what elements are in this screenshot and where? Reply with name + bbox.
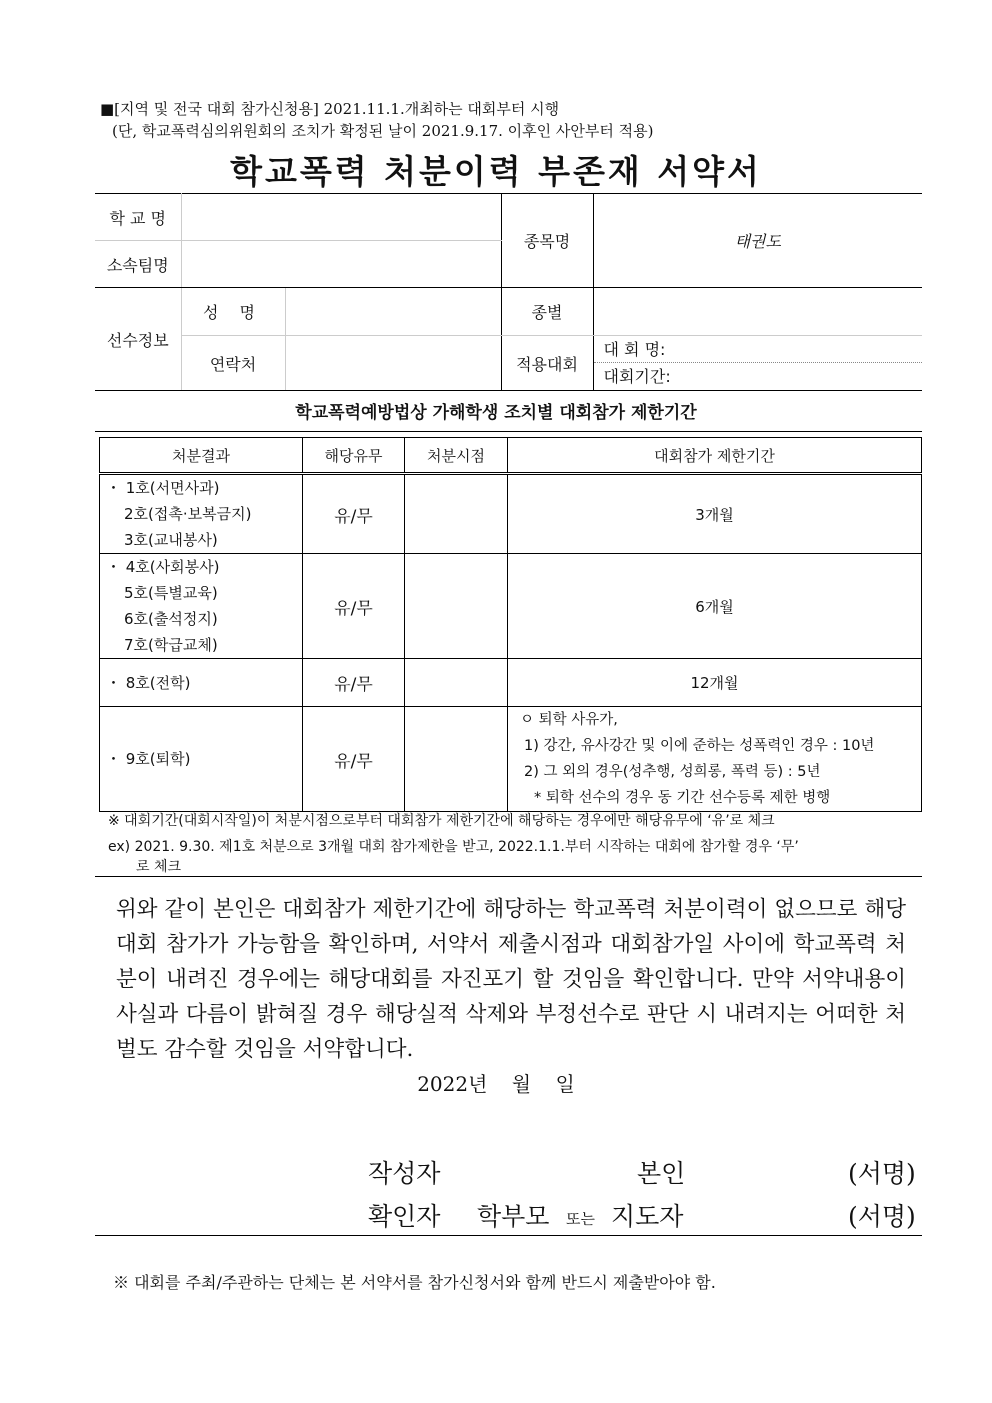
confirmer-signature[interactable]: (서명) <box>848 1202 916 1231</box>
confirmer-label: 확인자 <box>368 1202 441 1231</box>
table-row <box>100 707 922 812</box>
measure-item: ・ 4호(사회봉사) <box>106 558 220 576</box>
event-label: 종별 <box>501 288 593 336</box>
period-cell: 6개월 <box>508 554 922 659</box>
info-table <box>95 193 922 391</box>
period-cell: 3개월 <box>508 474 922 554</box>
header-time: 처분시점 <box>405 438 508 474</box>
applicable-cell[interactable]: 유/무 <box>303 707 405 812</box>
table-note: ※ 대회기간(대회시작일)이 처분시점으로부터 대회참가 제한기간에 해당하는 경우에만 해당유무에 ‘유’로 체크 <box>108 813 775 829</box>
name-field[interactable] <box>285 288 501 336</box>
time-cell[interactable] <box>405 659 508 707</box>
restriction-table <box>99 437 922 812</box>
measure-item: 3호(교내봉사) <box>124 531 218 549</box>
measure-cell <box>100 554 303 659</box>
measure-item: ・ 8호(전학) <box>106 673 191 692</box>
competition-name-label: 대 회 명: <box>603 340 666 359</box>
sport-label: 종목명 <box>501 194 593 288</box>
pledge-date: 2022년 월 일 <box>417 1072 575 1096</box>
competition-period-field[interactable] <box>594 363 923 390</box>
team-label: 소속팀명 <box>95 241 181 288</box>
competition-name-field[interactable] <box>594 336 923 363</box>
table-row <box>100 659 922 707</box>
notice-line-2: (단, 학교폭력심의위원회의 조치가 확정된 날이 2021.9.17. 이후인 사안부터 적용) <box>112 122 654 140</box>
measure-cell <box>100 474 303 554</box>
footer-note: ※ 대회를 주최/주관하는 단체는 본 서약서를 참가신청서와 함께 반드시 제출받아야 함. <box>113 1273 716 1292</box>
measure-cell <box>100 659 303 707</box>
page-title: 학교폭력 처분이력 부존재 서약서 <box>230 152 762 191</box>
contact-field[interactable] <box>285 336 501 391</box>
measure-cell <box>100 707 303 812</box>
measure-item: 5호(특별교육) <box>124 584 218 602</box>
time-cell[interactable] <box>405 554 508 659</box>
contact-label: 연락처 <box>181 336 285 391</box>
period-cell: 12개월 <box>508 659 922 707</box>
measure-item: 6호(출석정지) <box>124 610 218 628</box>
competition-period-label: 대회기간: <box>603 367 671 386</box>
table-row <box>100 554 922 659</box>
restriction-title: 학교폭력예방법상 가해학생 조치별 대회참가 제한기간 <box>295 403 697 423</box>
divider <box>95 876 922 877</box>
writer-signature[interactable]: (서명) <box>848 1159 916 1188</box>
divider <box>95 1235 922 1236</box>
period-line: 2) 그 외의 경우(성추행, 성희롱, 폭력 등) : 5년 <box>524 764 821 780</box>
name-label: 성 명 <box>181 288 285 336</box>
divider <box>95 431 922 432</box>
event-field[interactable] <box>593 288 922 336</box>
writer-label: 작성자 <box>368 1159 441 1188</box>
table-row <box>100 474 922 554</box>
competition-cell <box>593 336 922 391</box>
team-field[interactable] <box>181 241 501 288</box>
header-measure: 처분결과 <box>100 438 303 474</box>
competition-label: 적용대회 <box>501 336 593 391</box>
school-label: 학 교 명 <box>95 194 181 241</box>
applicable-cell[interactable]: 유/무 <box>303 659 405 707</box>
confirmer-parent: 학부모 <box>477 1202 550 1231</box>
confirmer-coach: 지도자 <box>611 1202 684 1231</box>
example-note: ex) 2021. 9.30. 제1호 처분으로 3개월 대회 참가제한을 받고, 2022.1.1.부터 시작하는 대회에 참가할 경우 ‘무’ <box>108 839 799 855</box>
period-line: 1) 강간, 유사강간 및 이에 준하는 성폭력인 경우 : 10년 <box>524 738 875 754</box>
measure-item: 2호(접촉·보복금지) <box>124 505 252 523</box>
measure-item: 7호(학급교체) <box>124 636 218 654</box>
confirmer-or: 또는 <box>566 1210 595 1228</box>
period-cell <box>508 707 922 812</box>
applicable-cell[interactable]: 유/무 <box>303 474 405 554</box>
notice-line-1: ■[지역 및 전국 대회 참가신청용] 2021.11.1.개최하는 대회부터 시행 <box>100 100 560 118</box>
measure-item: ・ 1호(서면사과) <box>106 479 220 497</box>
header-period: 대회참가 제한기간 <box>508 438 922 474</box>
period-line: * 퇴학 선수의 경우 동 기간 선수등록 제한 병행 <box>534 790 831 806</box>
writer-value: 본인 <box>637 1159 686 1188</box>
time-cell[interactable] <box>405 474 508 554</box>
applicable-cell[interactable]: 유/무 <box>303 554 405 659</box>
pledge-text: 위와 같이 본인은 대회참가 제한기간에 해당하는 학교폭력 처분이력이 없으므로 해당 대회 참가가 가능함을 확인하며, 서약서 제출시점과 대회참가일 사이에 학교폭력 처분이 내려진 경우에는 해당대회를 자진포기 할 것임을 확인합니다. 만약 서약내용이 사실과 다름이 밝혀질 경우 해당실적 삭제와 부정선수로 판단 시 내려지는 어떠한 처벌도 감수할 것임을 서약합니다. <box>116 897 906 1062</box>
sport-value: 태권도 <box>593 194 922 288</box>
measure-item: ・ 9호(퇴학) <box>106 750 191 768</box>
player-info-label: 선수정보 <box>95 288 181 391</box>
period-line: ㅇ 퇴학 사유가, <box>520 712 618 728</box>
school-field[interactable] <box>181 194 501 241</box>
example-note-continued: 로 체크 <box>136 859 182 875</box>
time-cell[interactable] <box>405 707 508 812</box>
header-applicable: 해당유무 <box>303 438 405 474</box>
